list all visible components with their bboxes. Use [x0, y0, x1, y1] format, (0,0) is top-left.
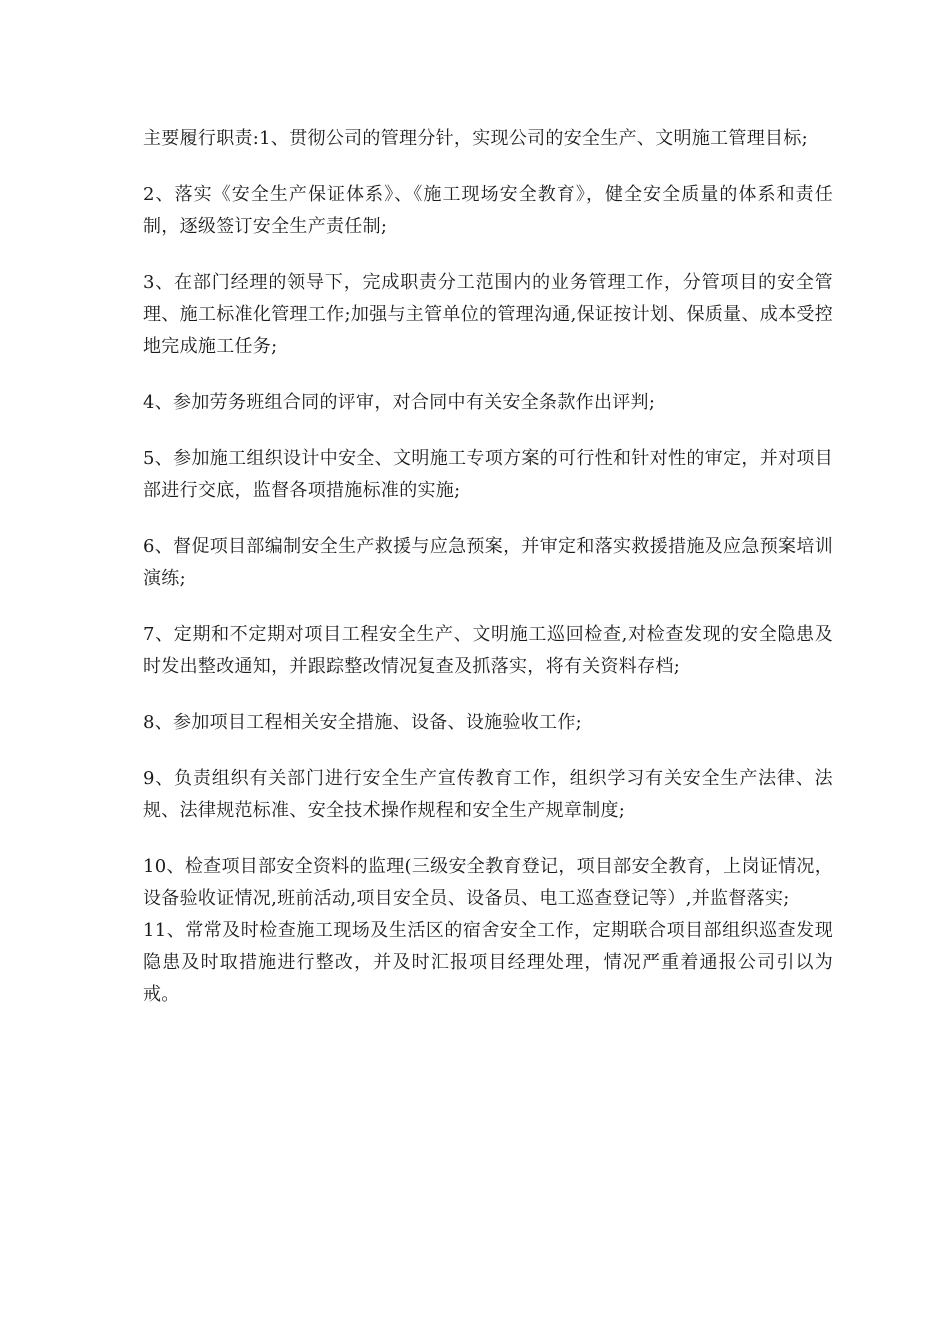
document-body [143, 123, 833, 1035]
paragraph-duties-intro: 主要履行职责:1、贯彻公司的管理分针，实现公司的安全生产、文明施工管理目标; [143, 128, 808, 149]
paragraph-item-7: 7、定期和不定期对项目工程安全生产、文明施工巡回检查,对检查发现的安全隐患及时发出整改通知，并跟踪整改情况复查及抓落实，将有关资料存档; [143, 624, 833, 677]
paragraph-item-11: 11、常常及时检查施工现场及生活区的宿舍安全工作，定期联合项目部组织巡查发现隐患及时取措施进行整改，并及时汇报项目经理处理，情况严重着通报公司引以为戒。 [143, 920, 833, 1005]
paragraph-item-8: 8、参加项目工程相关安全措施、设备、设施验收工作; [143, 712, 583, 733]
paragraph-item-3: 3、在部门经理的领导下，完成职责分工范围内的业务管理工作，分管项目的安全管理、施工标准化管理工作;加强与主管单位的管理沟通,保证按计划、保质量、成本受控地完成施工任务; [143, 272, 833, 357]
paragraph-item-9: 9、负责组织有关部门进行安全生产宣传教育工作，组织学习有关安全生产法律、法规、法律规范标准、安全技术操作规程和安全生产规章制度; [143, 768, 833, 821]
paragraph-item-6: 6、督促项目部编制安全生产救援与应急预案，并审定和落实救援措施及应急预案培训演练; [143, 536, 833, 589]
paragraph-item-4: 4、参加劳务班组合同的评审，对合同中有关安全条款作出评判; [143, 392, 656, 413]
paragraph-item-5: 5、参加施工组织设计中安全、文明施工专项方案的可行性和针对性的审定，并对项目部进行交底，监督各项措施标准的实施; [143, 448, 833, 501]
paragraph-item-10: 10、检查项目部安全资料的监理(三级安全教育登记，项目部安全教育，上岗证情况，设备验收证情况,班前活动,项目安全员、设备员、电工巡查登记等）,并监督落实; [143, 856, 833, 909]
paragraph-item-2: 2、落实《安全生产保证体系》、《施工现场安全教育》，健全安全质量的体系和责任制，逐级签订安全生产责任制; [143, 184, 833, 237]
